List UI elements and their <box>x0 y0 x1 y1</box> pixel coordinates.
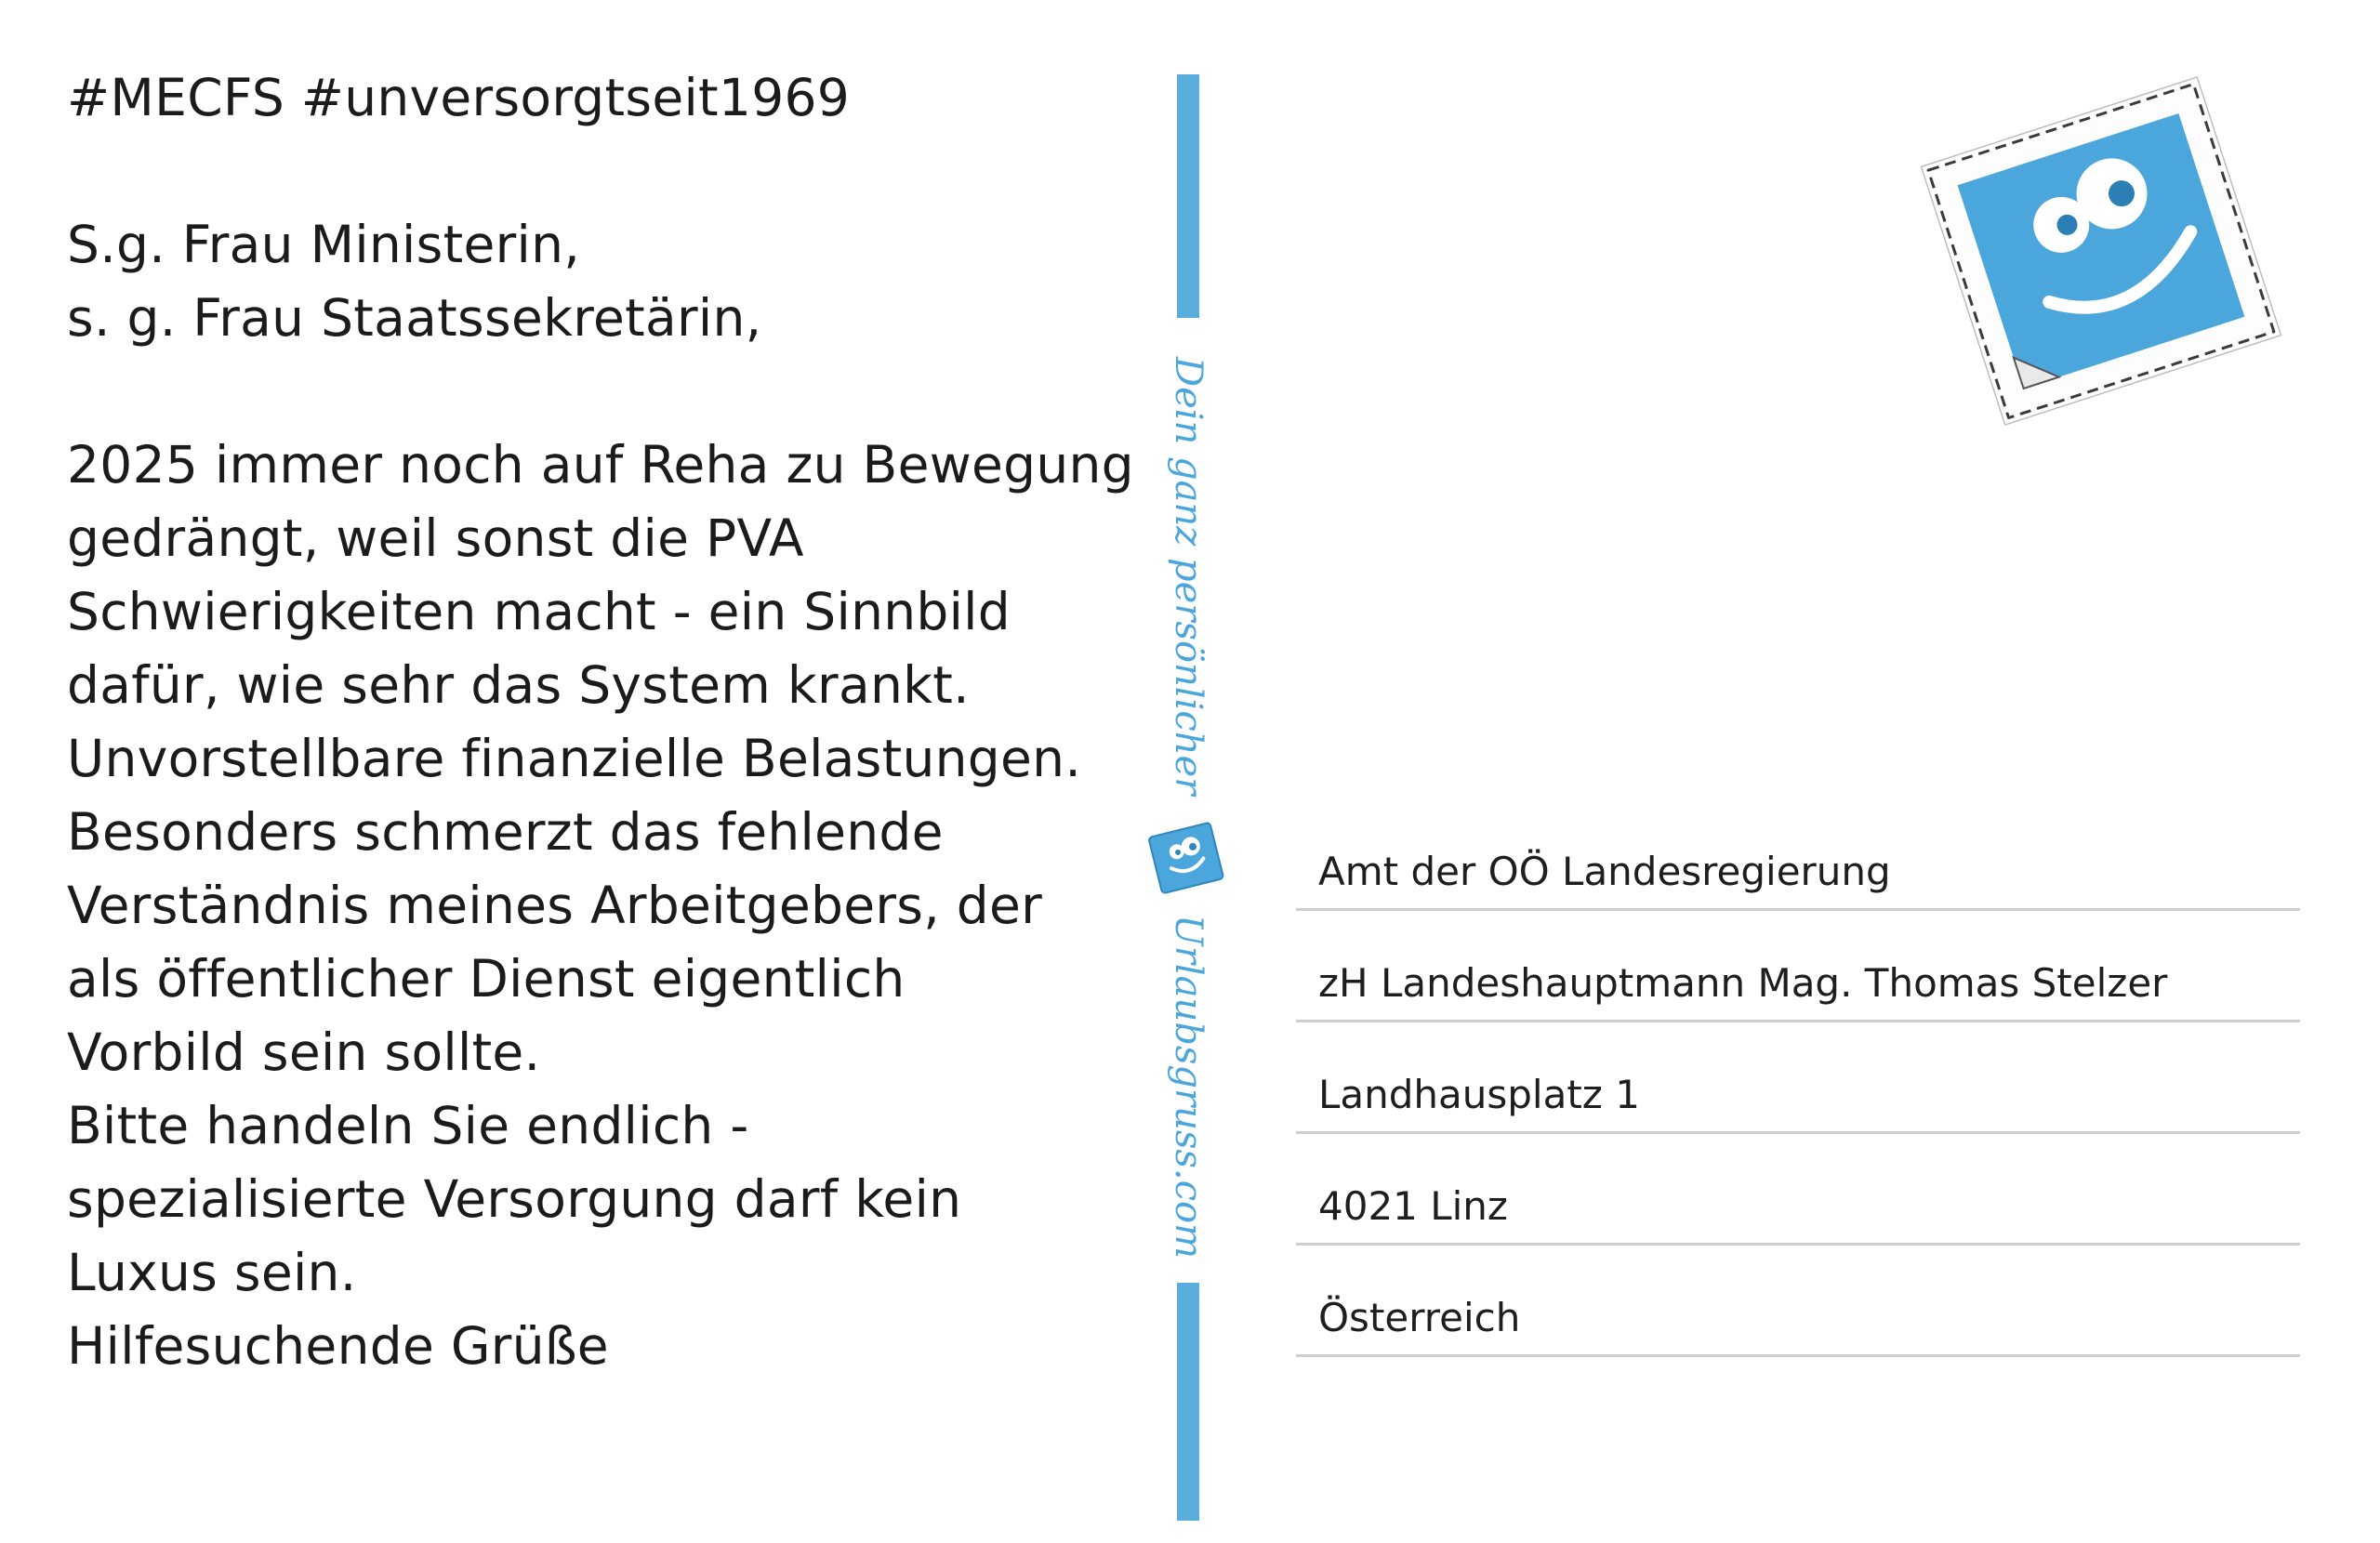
message-text <box>67 61 1136 1383</box>
body-line: Unvorstellbare finanzielle Belastungen. <box>67 729 1082 788</box>
body-line: Bitte handeln Sie endlich - <box>67 1096 749 1155</box>
address-row <box>1296 1022 2300 1134</box>
address-block <box>1296 799 2300 1357</box>
address-row <box>1296 799 2300 911</box>
smiley-stamp-icon <box>1897 56 2306 446</box>
body-line: spezialisierte Versorgung darf kein <box>67 1169 962 1229</box>
address-row <box>1296 911 2300 1022</box>
address-line-city: 4021 Linz <box>1318 1183 1508 1229</box>
body-line: gedrängt, weil sonst die PVA <box>67 508 804 568</box>
address-row <box>1296 1134 2300 1246</box>
brand-tagline: Dein ganz persönlicher <box>1167 357 1210 796</box>
address-line-recipient: Amt der OÖ Landesregierung <box>1318 849 1891 894</box>
body-line: 2025 immer noch auf Reha zu Bewegung <box>67 435 1134 495</box>
body-line: als öffentlicher Dienst eigentlich <box>67 949 906 1009</box>
spacer <box>67 135 1136 208</box>
smiley-logo-icon <box>1145 818 1227 900</box>
body-line: Besonders schmerzt das fehlende <box>67 802 944 862</box>
brand-url: Urlaubsgruss.com <box>1167 915 1210 1259</box>
hashtags: #MECFS #unversorgtseit1969 <box>67 68 851 127</box>
address-rule <box>1296 1354 2300 1357</box>
address-line-attention: zH Landeshauptmann Mag. Thomas Stelzer <box>1318 960 2168 1006</box>
closing-line: Hilfesuchende Grüße <box>67 1316 609 1376</box>
address-line-country: Österreich <box>1318 1295 1521 1340</box>
body-line: dafür, wie sehr das System krankt. <box>67 655 970 715</box>
body-line: Verständnis meines Arbeitgebers, der <box>67 876 1043 935</box>
salutation-line: s. g. Frau Staatssekretärin, <box>67 288 762 348</box>
address-line-street: Landhausplatz 1 <box>1318 1072 1640 1117</box>
body-line: Vorbild sein sollte. <box>67 1022 541 1082</box>
body-line: Schwierigkeiten macht - ein Sinnbild <box>67 582 1011 641</box>
address-row <box>1296 1246 2300 1357</box>
divider-bar-top <box>1177 74 1199 318</box>
divider-bar-bottom <box>1177 1283 1199 1521</box>
spacer <box>67 355 1136 429</box>
body-line: Luxus sein. <box>67 1243 357 1302</box>
salutation-line: S.g. Frau Ministerin, <box>67 215 581 274</box>
